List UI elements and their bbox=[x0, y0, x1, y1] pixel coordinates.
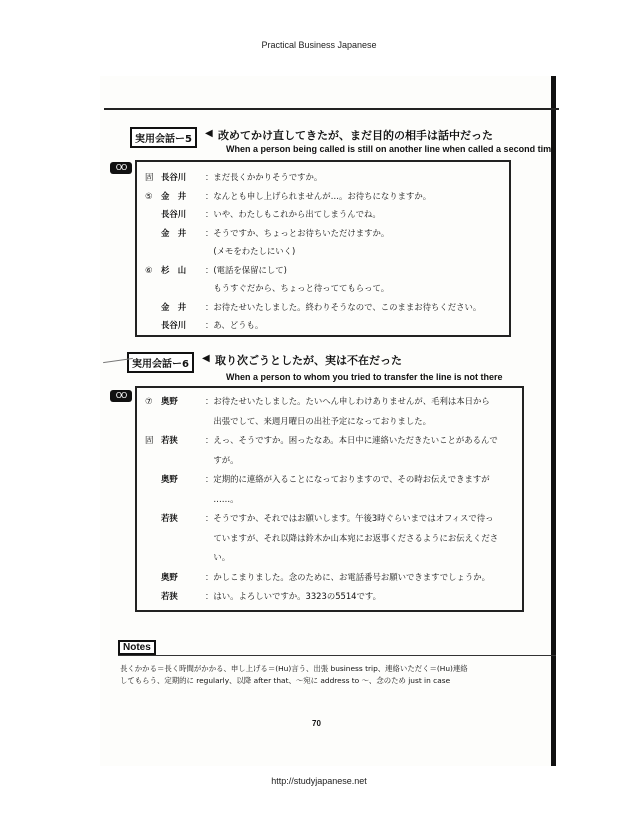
speaker-colon: ： bbox=[205, 301, 214, 312]
section2-tag: 実用会話ー6 bbox=[127, 352, 194, 373]
speaker-name: 長谷川 bbox=[161, 209, 187, 219]
speaker-colon: ： bbox=[205, 591, 214, 601]
speaker-colon: ： bbox=[205, 435, 214, 445]
dialogue-text: ていますが、それ以降は鈴木か山本宛にお返事くださるようにお伝えくださ bbox=[213, 532, 499, 543]
dialogue-text: 出張でして、来週月曜日の出社予定になっておりました。 bbox=[213, 415, 431, 426]
dialogue-line bbox=[145, 261, 481, 280]
dialogue-text: なんとも申し上げられませんが…。お待ちになりますか。 bbox=[213, 190, 432, 201]
triangle-left-icon: ◀ bbox=[205, 128, 213, 139]
triangle-left-icon: ◀ bbox=[202, 353, 210, 364]
dialogue-line bbox=[145, 242, 481, 261]
dialogue-text: ……。 bbox=[213, 493, 239, 504]
speaker-marker: ⑤ bbox=[145, 190, 153, 201]
dialogue-text: い。 bbox=[213, 552, 231, 562]
speaker-colon: ： bbox=[205, 320, 214, 330]
dialogue-text: 定期的に連絡が入ることになっておりますので、その時お伝えできますが bbox=[213, 474, 490, 484]
speaker-name: 金 井 bbox=[161, 227, 187, 238]
section2-title-en: When a person to whom you tried to transfer the line is not there bbox=[226, 372, 503, 382]
speaker-name: 長谷川 bbox=[161, 172, 187, 182]
speaker-name: 若狭 bbox=[161, 513, 178, 523]
dialogue-text: まだ長くかかりそうですか。 bbox=[213, 172, 323, 182]
notes-line-1: 長くかかる＝長く時間がかかる、申し上げる＝(Hu)言う、出張 business trip、連絡いただく＝(Hu)連絡 bbox=[120, 664, 468, 673]
page-header: Practical Business Japanese bbox=[261, 40, 377, 50]
dialogue-line bbox=[145, 548, 498, 568]
speaker-colon: ： bbox=[205, 513, 214, 523]
speaker-marker: ⑥ bbox=[145, 264, 153, 275]
dialogue-text: いや、わたしもこれから出てしまうんでね。 bbox=[213, 209, 381, 219]
speaker-colon: ： bbox=[205, 571, 214, 582]
dialogue-line bbox=[145, 451, 498, 471]
dialogue-box-5 bbox=[135, 160, 511, 337]
speaker-name: 杉 山 bbox=[161, 264, 187, 275]
dialogue-text: あ、どうも。 bbox=[213, 320, 264, 330]
section1-tag: 実用会話ー5 bbox=[130, 127, 197, 148]
dialogue-line bbox=[145, 187, 481, 206]
speaker-name: 金 井 bbox=[161, 301, 187, 312]
speaker-name: 若狭 bbox=[161, 591, 178, 601]
dialogue-line bbox=[145, 490, 498, 510]
section1-title-en: When a person being called is still on another line when called a second time bbox=[226, 144, 557, 154]
dialogue-line bbox=[145, 224, 481, 243]
notes-tag: Notes bbox=[118, 640, 156, 655]
dialogue-line bbox=[145, 205, 481, 224]
dialogue-line bbox=[145, 279, 481, 298]
speaker-marker: 固 bbox=[145, 435, 154, 445]
dialogue-text: はい。よろしいですか。3323の5514です。 bbox=[213, 591, 381, 601]
cassette-tape-icon: OO bbox=[110, 162, 132, 174]
dialogue-line bbox=[145, 431, 498, 451]
dialogue-text: (電話を保留にして) bbox=[213, 264, 287, 275]
speaker-colon: ： bbox=[205, 396, 214, 406]
dialogue-line bbox=[145, 316, 481, 335]
speaker-colon: ： bbox=[205, 209, 214, 219]
dialogue-line bbox=[145, 412, 498, 432]
dialogue-text: そうですか、ちょっとお待ちいただけますか。 bbox=[213, 227, 390, 238]
speaker-name: 奥野 bbox=[161, 571, 178, 582]
dialogue-text: かしこまりました。念のために、お電話番号お願いできますでしょうか。 bbox=[213, 571, 490, 582]
cassette-tape-icon: OO bbox=[110, 390, 132, 402]
page-footer: http://studyjapanese.net bbox=[271, 776, 367, 786]
section2-title-jp: 取り次ごうとしたが、実は不在だった bbox=[215, 354, 402, 367]
speaker-colon: ： bbox=[205, 227, 214, 238]
speaker-colon: ： bbox=[205, 474, 214, 484]
notes-line-2: してもらう、定期的に regularly、以降 after that、～宛に address to ～、念のため just in case bbox=[120, 676, 451, 685]
dialogue-line bbox=[145, 529, 498, 549]
speaker-colon: ： bbox=[205, 172, 214, 182]
dialogue-text: (メモをわたしにいく) bbox=[213, 246, 296, 256]
dialogue-text: お待たせいたしました。終わりそうなので、このままお待ちください。 bbox=[213, 301, 482, 312]
page-number: 70 bbox=[312, 719, 321, 728]
dialogue-text: そうですか、それではお願いします。午後3時ぐらいまではオフィスで待っ bbox=[213, 513, 494, 523]
speaker-marker: ⑦ bbox=[145, 396, 153, 406]
dialogue-line bbox=[145, 392, 498, 412]
speaker-name: 奥野 bbox=[161, 474, 178, 484]
top-rule bbox=[104, 108, 559, 110]
speaker-name: 奥野 bbox=[161, 396, 178, 406]
speaker-name: 長谷川 bbox=[161, 320, 187, 330]
speaker-marker: 固 bbox=[145, 172, 154, 182]
dialogue-box-6 bbox=[135, 386, 524, 612]
notes-rule bbox=[118, 655, 556, 656]
dialogue-text: すが。 bbox=[213, 454, 239, 465]
dialogue-text: もうすぐだから、ちょっと待っててもらって。 bbox=[213, 283, 390, 293]
dialogue-text: えっ、そうですか。困ったなあ。本日中に連絡いただきたいことがあるんで bbox=[213, 435, 498, 445]
dialogue-line bbox=[145, 168, 481, 187]
speaker-colon: ： bbox=[205, 264, 214, 275]
speaker-name: 金 井 bbox=[161, 190, 187, 201]
speaker-colon: ： bbox=[205, 190, 214, 201]
speaker-name: 若狭 bbox=[161, 435, 178, 445]
dialogue-line bbox=[145, 587, 498, 607]
scan-edge-shadow bbox=[551, 76, 556, 766]
dialogue-line bbox=[145, 509, 498, 529]
section1-title-jp: 改めてかけ直してきたが、まだ目的の相手は話中だった bbox=[218, 129, 493, 142]
dialogue-text: お待たせいたしました。たいへん申しわけありませんが、毛利は本日から bbox=[213, 396, 490, 406]
dialogue-line bbox=[145, 298, 481, 317]
dialogue-line bbox=[145, 470, 498, 490]
dialogue-line bbox=[145, 568, 498, 588]
